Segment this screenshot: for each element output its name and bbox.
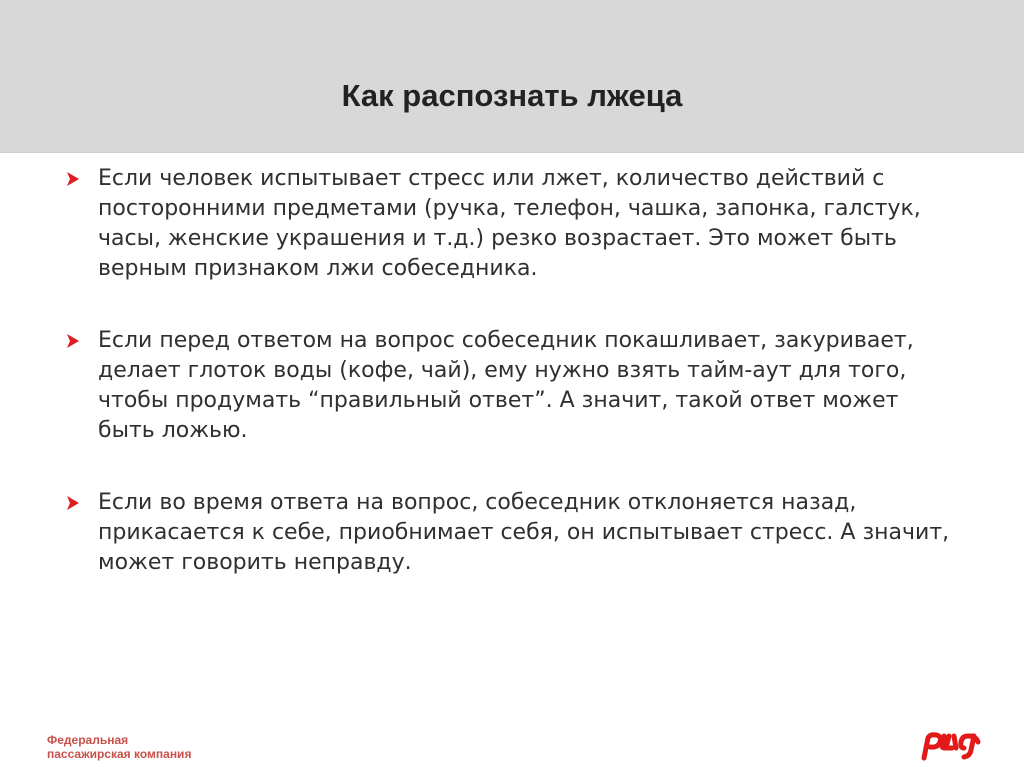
company-name-line1: Федеральная — [47, 733, 129, 747]
rzd-logo-icon — [918, 730, 990, 762]
list-item — [62, 164, 962, 284]
red-arrow-bullet-icon — [64, 332, 82, 350]
list-item — [62, 488, 962, 578]
bullet-list — [62, 164, 962, 620]
bullet-text: Если человек испытывает стресс или лжет, количество действий с посторонними предметами (ручка, телефон, чашка, запонка, галстук, часы, женские украшения и т.д.) резко возрастает. Это может быть верным признаком лжи собеседника. — [98, 166, 921, 281]
company-name — [47, 733, 191, 761]
bullet-text: Если во время ответа на вопрос, собеседник отклоняется назад, прикасается к себе, приобнимает себя, он испытывает стресс. А значит, может говорить неправду. — [98, 490, 950, 575]
list-item — [62, 326, 962, 446]
red-arrow-bullet-icon — [64, 494, 82, 512]
bullet-text: Если перед ответом на вопрос собеседник покашливает, закуривает, делает глоток воды (кофе, чай), ему нужно взять тайм-аут для того, чтобы продумать “правильный ответ”. А значит, такой ответ может быть ложью. — [98, 328, 914, 443]
company-name-line2: пассажирская компания — [47, 747, 192, 761]
slide-header — [0, 0, 1024, 153]
red-arrow-bullet-icon — [64, 170, 82, 188]
page-title: Как распознать лжеца — [341, 78, 683, 113]
